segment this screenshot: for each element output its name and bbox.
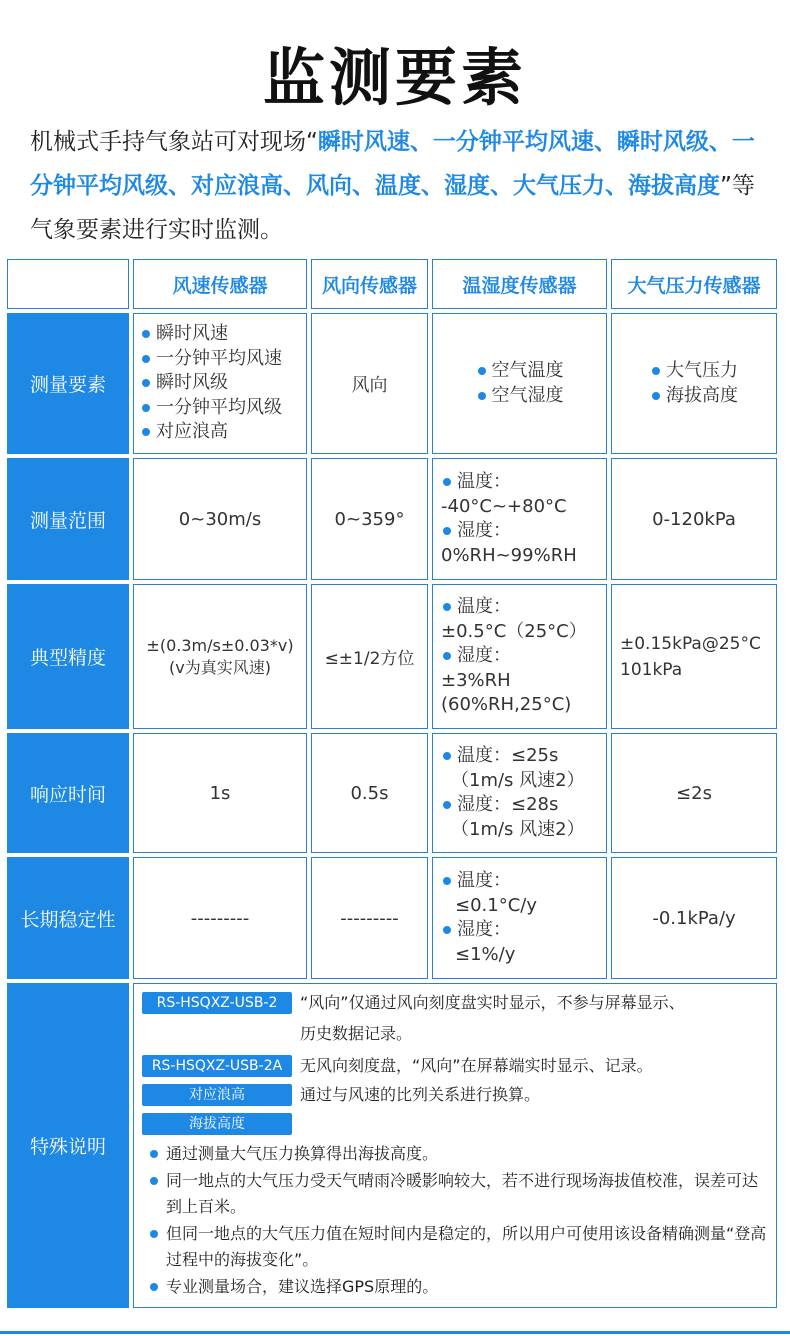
cell-elements-temp-humidity <box>432 313 607 454</box>
note-usb-2-line1: “风向”仅通过风向刻度盘实时显示，不参与屏幕显示、 <box>300 993 685 1012</box>
cell-stability-temp-humidity <box>432 857 607 979</box>
cell-accuracy-temp-humidity <box>432 584 607 729</box>
cell-response-wind-direction: 0.5s <box>311 733 428 853</box>
cell-response-wind-speed: 1s <box>133 733 307 853</box>
page-title: 监测要素 <box>262 41 527 114</box>
row-label-response: 响应时间 <box>7 733 129 853</box>
list-item: 湿度： ≤1%/y <box>441 918 537 967</box>
cell-response-pressure: ≤2s <box>611 733 777 853</box>
tag-wave-height: 对应浪高 <box>142 1084 292 1106</box>
header-wind-direction: 风向传感器 <box>311 259 428 309</box>
cell-range-wind-direction: 0~359° <box>311 458 428 580</box>
list-item: 湿度：≤28s （1m/s 风速2） <box>441 793 585 842</box>
cell-stability-wind-speed: --------- <box>133 857 307 979</box>
cell-range-wind-speed: 0~30m/s <box>133 458 307 580</box>
header-wind-speed: 风速传感器 <box>133 259 307 309</box>
cell-accuracy-wind-direction: ≤±1/2方位 <box>311 584 428 729</box>
list-item: 一分钟平均风级 <box>140 396 282 421</box>
list-item: 温度： ≤0.1°C/y <box>441 869 537 918</box>
list-item: 大气压力 <box>650 359 738 384</box>
intro-paragraph <box>30 120 770 252</box>
intro-prefix: 机械式手持气象站可对现场“ <box>30 129 318 155</box>
list-item: 但同一地点的大气压力值在短时间内是稳定的，所以用户可使用该设备精确测量“登高过程中的海拔变化”。 <box>148 1221 773 1273</box>
row-label-stability: 长期稳定性 <box>7 857 129 979</box>
cell-elements-pressure <box>611 313 777 454</box>
header-pressure: 大气压力传感器 <box>611 259 777 309</box>
intro-suffix: ”等气象要素进行实时监测。 <box>30 173 755 243</box>
list-item: 温度： ±0.5°C（25°C） <box>441 595 587 644</box>
cell-response-temp-humidity <box>432 733 607 853</box>
tag-altitude: 海拔高度 <box>142 1113 292 1135</box>
cell-stability-wind-direction: --------- <box>311 857 428 979</box>
cell-elements-wind-direction: 风向 <box>311 313 428 454</box>
bottom-divider <box>0 1331 790 1334</box>
row-label-range: 测量范围 <box>7 458 129 580</box>
cell-accuracy-wind-speed: ±(0.3m/s±0.03*v) (v为真实风速) <box>133 584 307 729</box>
table-corner-cell <box>7 259 129 309</box>
list-item: 一分钟平均风速 <box>140 347 282 372</box>
tag-model-usb-2: RS-HSQXZ-USB-2 <box>142 992 292 1014</box>
cell-accuracy-pressure: ±0.15kPa@25°C 101kPa <box>611 584 777 729</box>
row-label-elements: 测量要素 <box>7 313 129 454</box>
list-item: 空气湿度 <box>476 384 564 409</box>
list-item: 通过测量大气压力换算得出海拔高度。 <box>148 1141 773 1167</box>
list-item: 瞬时风速 <box>140 322 282 347</box>
list-item: 湿度： ±3%RH (60%RH,25°C) <box>441 644 587 718</box>
row-label-special: 特殊说明 <box>7 983 129 1308</box>
cell-range-temp-humidity <box>432 458 607 580</box>
cell-stability-pressure: -0.1kPa/y <box>611 857 777 979</box>
header-temp-humidity: 温湿度传感器 <box>432 259 607 309</box>
list-item: 温度：≤25s （1m/s 风速2） <box>441 744 585 793</box>
list-item: 湿度： 0%RH~99%RH <box>441 519 577 568</box>
list-item: 温度： -40°C~+80°C <box>441 470 577 519</box>
list-item: 对应浪高 <box>140 420 282 445</box>
list-item: 瞬时风级 <box>140 371 282 396</box>
list-item: 海拔高度 <box>650 384 738 409</box>
note-usb-2-line2: 历史数据记录。 <box>300 1024 413 1043</box>
list-item: 同一地点的大气压力受天气晴雨冷暖影响较大，若不进行现场海拔值校准，误差可达到上百米。 <box>148 1168 773 1220</box>
row-label-accuracy: 典型精度 <box>7 584 129 729</box>
list-item: 专业测量场合，建议选择GPS原理的。 <box>148 1274 773 1300</box>
tag-model-usb-2a: RS-HSQXZ-USB-2A <box>142 1055 292 1077</box>
note-wave-height: 通过与风速的比列关系进行换算。 <box>300 1085 541 1104</box>
cell-elements-wind-speed <box>133 313 307 454</box>
list-item: 空气温度 <box>476 359 564 384</box>
note-usb-2a: 无风向刻度盘，“风向”在屏幕端实时显示、记录。 <box>300 1056 653 1075</box>
intro-highlight: 瞬时风速、一分钟平均风速、瞬时风级、一分钟平均风级、对应浪高、风向、温度、湿度、大气压力、海拔高度 <box>30 129 755 199</box>
cell-range-pressure: 0-120kPa <box>611 458 777 580</box>
